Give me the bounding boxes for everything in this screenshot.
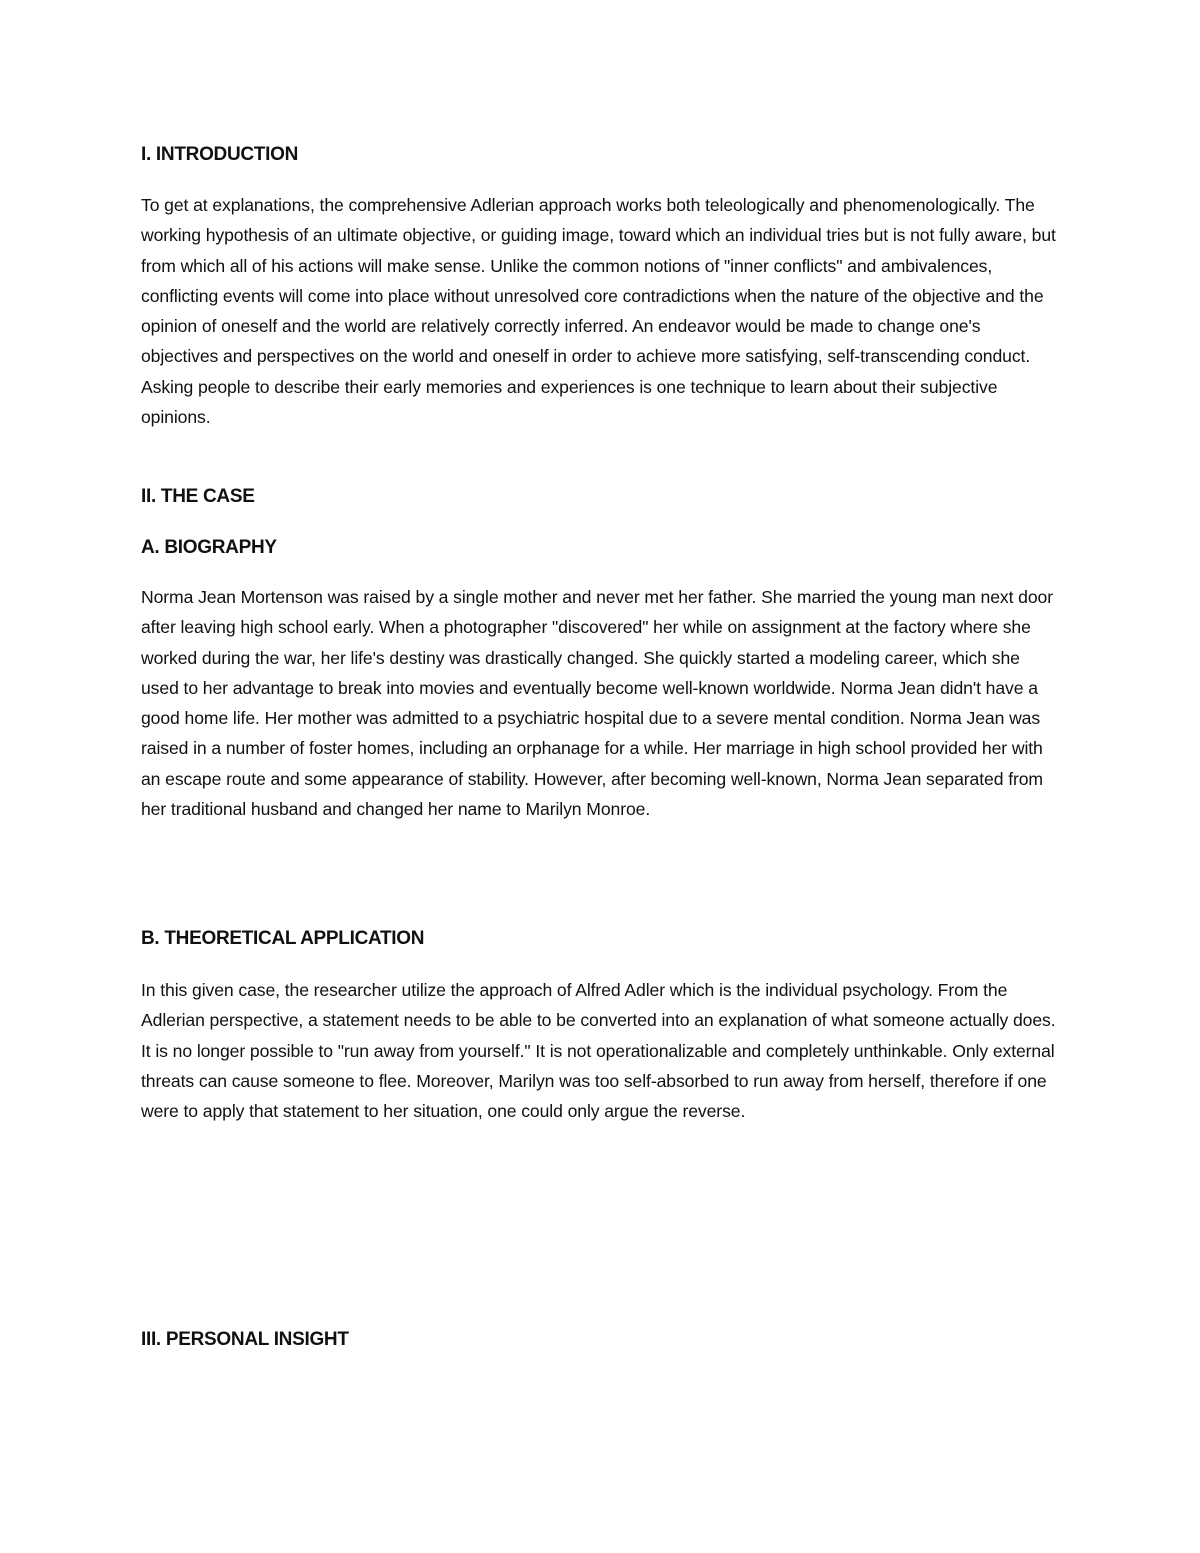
paragraph-introduction: To get at explanations, the comprehensive Adlerian approach works both teleologically and phenomenologically. The working hypothesis of an ultimate objective, or guiding image, toward which an individual tries but is not fully aware, but from which all of his actions will make sense. Unlike the common notions of "inner conflicts" and ambivalences, conflicting events will come into place without unresolved core contradictions when the nature of the objective and the opinion of oneself and the world are relatively correctly inferred. An endeavor would be made to change one's objectives and perspectives on the world and oneself in order to achieve more satisfying, self-transcending conduct. Asking people to describe their early memories and experiences is one technique to learn about their subjective opinions. bbox=[141, 195, 1056, 428]
heading-introduction: I. INTRODUCTION bbox=[141, 144, 298, 165]
paragraph-biography: Norma Jean Mortenson was raised by a single mother and never met her father. She married the young man next door after leaving high school early. When a photographer "discovered" her while on assignment at the factory where she worked during the war, her life's destiny was drastically changed. She quickly started a modeling career, which she used to her advantage to break into movies and eventually become well-known worldwide. Norma Jean didn't have a good home life. Her mother was admitted to a psychiatric hospital due to a severe mental condition. Norma Jean was raised in a number of foster homes, including an orphanage for a while. Her marriage in high school provided her with an escape route and some appearance of stability. However, after becoming well-known, Norma Jean separated from her traditional husband and changed her name to Marilyn Monroe. bbox=[141, 587, 1053, 820]
heading-biography: A. BIOGRAPHY bbox=[141, 537, 277, 558]
heading-the-case: II. THE CASE bbox=[141, 486, 255, 507]
paragraph-theoretical-application: In this given case, the researcher utilize the approach of Alfred Adler which is the individual psychology. From the Adlerian perspective, a statement needs to be able to be converted into an explanation of what someone actually does. It is no longer possible to "run away from yourself." It is not operationalizable and completely unthinkable. Only external threats can cause someone to flee. Moreover, Marilyn was too self-absorbed to run away from herself, therefore if one were to apply that statement to her situation, one could only argue the reverse. bbox=[141, 980, 1056, 1122]
heading-personal-insight: III. PERSONAL INSIGHT bbox=[141, 1329, 349, 1350]
heading-theoretical-application: B. THEORETICAL APPLICATION bbox=[141, 928, 425, 949]
